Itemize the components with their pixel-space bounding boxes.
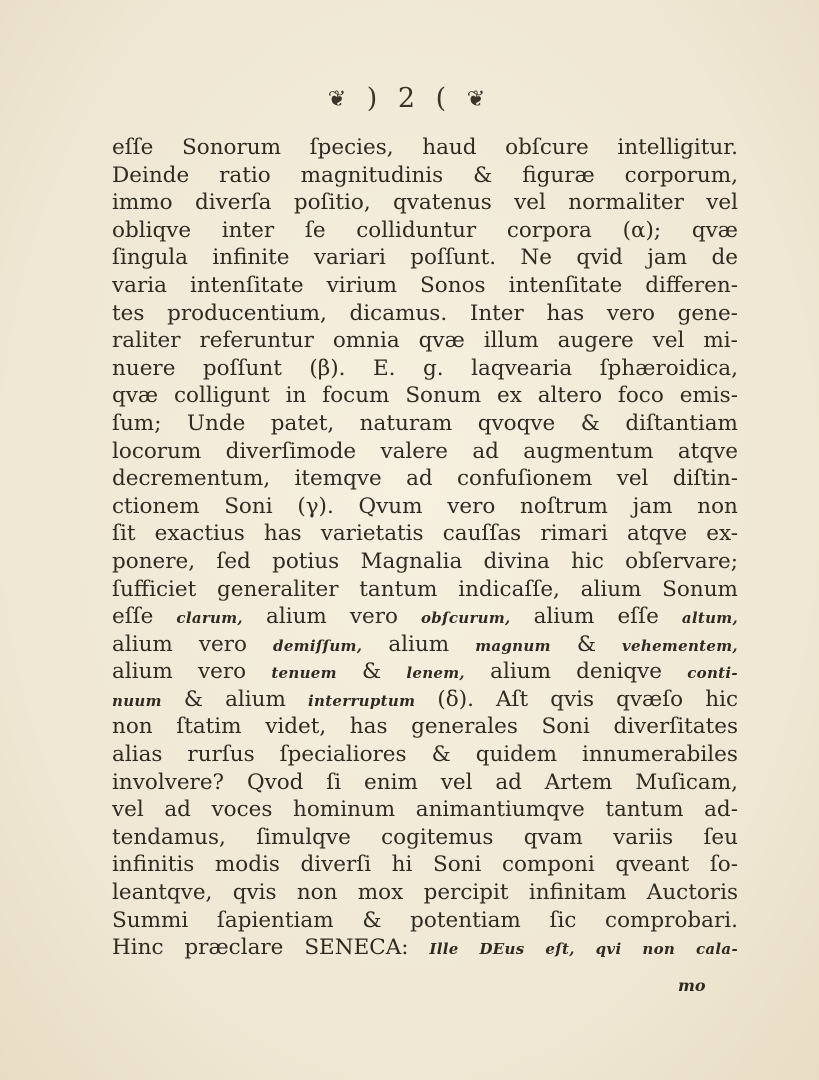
word: producentium, bbox=[167, 300, 327, 326]
word: tes bbox=[112, 300, 145, 326]
word: noſtrum bbox=[520, 493, 608, 519]
text-line bbox=[112, 934, 738, 962]
word: locorum bbox=[112, 438, 202, 464]
word: poſitio, bbox=[293, 190, 371, 216]
word: has bbox=[263, 521, 302, 547]
word: obliqve bbox=[112, 217, 192, 243]
word: comprobari. bbox=[605, 907, 738, 933]
italic-word: nuum bbox=[112, 691, 162, 710]
word: inter bbox=[221, 217, 275, 243]
word: hi bbox=[391, 852, 413, 878]
italic-word: qvi bbox=[595, 940, 622, 959]
word: gene- bbox=[677, 300, 738, 326]
text-line bbox=[112, 493, 738, 521]
word: ſufficiet bbox=[112, 576, 197, 602]
word: & bbox=[576, 631, 596, 657]
word: & bbox=[183, 686, 204, 712]
word: confuſionem bbox=[457, 466, 593, 492]
text-line bbox=[112, 631, 738, 659]
text-line bbox=[112, 189, 738, 217]
word: ſed bbox=[216, 548, 251, 574]
word: immo bbox=[112, 190, 173, 216]
word: qvæ bbox=[112, 383, 159, 409]
word: augmentum bbox=[523, 438, 654, 464]
page-header bbox=[0, 83, 819, 114]
word: & bbox=[362, 907, 382, 933]
word: Soni bbox=[224, 493, 273, 519]
word: alium bbox=[490, 659, 551, 685]
word: potentiam bbox=[410, 907, 521, 933]
word: ſit bbox=[112, 521, 136, 547]
word: poſſunt. bbox=[410, 245, 497, 271]
text-line bbox=[112, 438, 738, 466]
word: (α); bbox=[622, 217, 662, 243]
italic-word: demiſſum, bbox=[273, 636, 363, 655]
word: alium bbox=[388, 631, 450, 657]
word: infinitis bbox=[112, 852, 195, 878]
word: obſervare; bbox=[625, 548, 738, 574]
word: de bbox=[711, 245, 738, 271]
word: leantqve, bbox=[112, 880, 213, 906]
word: generales bbox=[411, 714, 518, 740]
word: hic bbox=[571, 548, 604, 574]
word: varietatis bbox=[320, 521, 424, 547]
italic-word: vehementem, bbox=[622, 636, 738, 655]
text-line bbox=[112, 327, 738, 355]
word: intelligitur. bbox=[617, 135, 738, 160]
word: infinite bbox=[212, 245, 290, 271]
word: has bbox=[349, 714, 388, 740]
text-line bbox=[112, 879, 738, 907]
text-line bbox=[112, 300, 738, 328]
word: hominum bbox=[293, 797, 396, 823]
word: intenſitate bbox=[189, 272, 304, 298]
word: deniqve bbox=[576, 659, 663, 685]
word: non bbox=[296, 880, 338, 906]
word: tantum bbox=[359, 576, 438, 602]
text-line bbox=[112, 603, 738, 631]
word: laqvearia bbox=[471, 355, 573, 381]
word: generaliter bbox=[216, 576, 339, 602]
text-line bbox=[112, 382, 738, 410]
word: decrementum, bbox=[112, 466, 271, 492]
word: magnitudinis bbox=[300, 162, 444, 188]
word: atqve bbox=[627, 521, 688, 547]
italic-word: obſcurum, bbox=[420, 609, 511, 628]
text-line bbox=[112, 713, 738, 741]
word: ſpecies, bbox=[309, 135, 394, 160]
word: non bbox=[112, 714, 153, 740]
word: referuntur bbox=[199, 328, 314, 354]
word: qvæſo bbox=[616, 686, 684, 712]
text-line bbox=[112, 548, 738, 576]
word: ad- bbox=[704, 797, 738, 823]
word: qvæ bbox=[691, 217, 738, 243]
catchword: mo bbox=[678, 976, 706, 995]
word: voces bbox=[211, 797, 273, 823]
word: qvid bbox=[576, 245, 623, 271]
italic-word: lenem, bbox=[406, 664, 465, 683]
word: ctionem bbox=[112, 493, 200, 519]
word: Hinc bbox=[112, 935, 164, 961]
word: virium bbox=[326, 272, 398, 298]
word: vel bbox=[706, 190, 738, 216]
word: focum bbox=[322, 383, 390, 409]
italic-word: non bbox=[642, 940, 676, 959]
word: qvis bbox=[550, 686, 595, 712]
word: has bbox=[546, 300, 585, 326]
word: vero bbox=[198, 631, 247, 657]
word: vero bbox=[198, 659, 247, 685]
word: ſimulqve bbox=[256, 824, 351, 850]
page-number: ) 2 ( bbox=[366, 83, 453, 114]
word: enim bbox=[364, 769, 418, 795]
word: infinitam bbox=[528, 880, 627, 906]
word: Artem bbox=[544, 769, 613, 795]
word: jam bbox=[632, 493, 673, 519]
word: augere bbox=[557, 328, 634, 354]
word: vel bbox=[440, 769, 473, 795]
word: ſe bbox=[304, 217, 326, 243]
word: ad bbox=[164, 797, 191, 823]
word: vero bbox=[606, 300, 655, 326]
word: non bbox=[697, 493, 738, 519]
text-line bbox=[112, 851, 738, 879]
word: corporum, bbox=[624, 162, 738, 188]
word: foco bbox=[617, 383, 664, 409]
word: alium bbox=[112, 659, 173, 685]
word: cauſſas bbox=[442, 521, 522, 547]
word: vero bbox=[447, 493, 496, 519]
word: obſcure bbox=[505, 135, 589, 160]
text-line bbox=[112, 658, 738, 686]
word: indicaſſe, bbox=[458, 576, 560, 602]
word: vero bbox=[349, 604, 398, 630]
text-line bbox=[112, 134, 738, 162]
word: ſpecialiores bbox=[279, 742, 407, 768]
word: ponere, bbox=[112, 548, 196, 574]
word: divina bbox=[483, 548, 550, 574]
italic-word: clarum, bbox=[176, 609, 243, 628]
word: Unde bbox=[186, 410, 246, 436]
word: qveant bbox=[615, 852, 690, 878]
word: Muſicam, bbox=[635, 769, 738, 795]
word: itemqve bbox=[294, 466, 382, 492]
word: Sonorum bbox=[182, 135, 281, 160]
word: componi bbox=[501, 852, 595, 878]
text-line bbox=[112, 769, 738, 797]
text-line bbox=[112, 465, 738, 493]
word: & bbox=[431, 742, 451, 768]
word: & bbox=[580, 410, 600, 436]
word: ad bbox=[495, 769, 522, 795]
word: valere bbox=[380, 438, 449, 464]
text-line bbox=[112, 741, 738, 769]
word: Aſt bbox=[496, 686, 529, 712]
word: normaliter bbox=[568, 190, 684, 216]
word: in bbox=[285, 383, 307, 409]
word: alias bbox=[112, 742, 163, 768]
word: (γ). bbox=[297, 493, 334, 519]
word: innumerabiles bbox=[582, 742, 738, 768]
word: SENECA: bbox=[304, 935, 409, 961]
word: figuræ bbox=[522, 162, 595, 188]
word: corpora bbox=[506, 217, 592, 243]
word: Qvod bbox=[246, 769, 304, 795]
word: quidem bbox=[475, 742, 558, 768]
word: qvatenus bbox=[393, 190, 492, 216]
word: ſi bbox=[326, 769, 342, 795]
text-line bbox=[112, 520, 738, 548]
text-line bbox=[112, 272, 738, 300]
text-line bbox=[112, 410, 738, 438]
word: colligunt bbox=[174, 383, 270, 409]
word: alium bbox=[266, 604, 327, 630]
word: qvam bbox=[523, 824, 583, 850]
word: diverſitates bbox=[613, 714, 738, 740]
word: variis bbox=[613, 824, 674, 850]
word: tendamus, bbox=[112, 824, 226, 850]
word: nuere bbox=[112, 355, 176, 381]
word: ſo- bbox=[709, 852, 738, 878]
word: naturam bbox=[359, 410, 453, 436]
word: alium bbox=[580, 576, 642, 602]
word: & bbox=[473, 162, 493, 188]
word: varia bbox=[112, 272, 167, 298]
word: g. bbox=[422, 355, 444, 381]
word: ſapientiam bbox=[216, 907, 334, 933]
word: poſſunt bbox=[202, 355, 282, 381]
word: diſtantiam bbox=[625, 410, 738, 436]
word: dicamus. bbox=[349, 300, 448, 326]
word: ratio bbox=[219, 162, 271, 188]
word: Deinde bbox=[112, 162, 190, 188]
italic-word: eſt, bbox=[545, 940, 575, 959]
italic-word: conti- bbox=[687, 664, 738, 683]
word: Sonum bbox=[662, 576, 738, 602]
word: intenſitate bbox=[508, 272, 623, 298]
word: (δ). bbox=[437, 686, 474, 712]
word: vel bbox=[616, 466, 649, 492]
italic-word: Ille bbox=[429, 940, 459, 959]
text-line bbox=[112, 796, 738, 824]
word: eſſe bbox=[112, 604, 154, 630]
word: vel bbox=[514, 190, 546, 216]
word: & bbox=[362, 659, 382, 685]
word: mi- bbox=[703, 328, 738, 354]
word: ſeu bbox=[703, 824, 738, 850]
word: diverſa bbox=[194, 190, 272, 216]
word: Ne bbox=[520, 245, 552, 271]
word: vel bbox=[652, 328, 685, 354]
text-line bbox=[112, 686, 738, 714]
word: alium bbox=[225, 686, 286, 712]
word: haud bbox=[422, 135, 477, 160]
word: Sonum bbox=[405, 383, 482, 409]
word: hic bbox=[705, 686, 738, 712]
italic-word: DEus bbox=[479, 940, 525, 959]
word: qvæ bbox=[418, 328, 465, 354]
word: modis bbox=[214, 852, 280, 878]
word: percipit bbox=[423, 880, 509, 906]
word: Inter bbox=[469, 300, 524, 326]
word: videt, bbox=[265, 714, 327, 740]
word: vel bbox=[112, 797, 144, 823]
word: differen- bbox=[645, 272, 738, 298]
italic-word: magnum bbox=[475, 636, 551, 655]
text-line bbox=[112, 907, 738, 935]
text-line bbox=[112, 244, 738, 272]
right-ornament-icon: ❦ bbox=[466, 87, 492, 112]
word: qvoqve bbox=[477, 410, 556, 436]
word: Sonos bbox=[420, 272, 486, 298]
word: rurſus bbox=[187, 742, 255, 768]
word: ex- bbox=[706, 521, 738, 547]
word: diſtin- bbox=[672, 466, 738, 492]
word: ſtatim bbox=[176, 714, 242, 740]
word: jam bbox=[647, 245, 688, 271]
text-body bbox=[112, 134, 738, 962]
word: Soni bbox=[432, 852, 482, 878]
word: potius bbox=[272, 548, 340, 574]
word: Soni bbox=[541, 714, 590, 740]
word: Auctoris bbox=[646, 880, 738, 906]
text-line bbox=[112, 824, 738, 852]
italic-word: altum, bbox=[681, 609, 738, 628]
word: rimari bbox=[540, 521, 608, 547]
word: ad bbox=[406, 466, 433, 492]
word: variari bbox=[313, 245, 386, 271]
word: altero bbox=[537, 383, 603, 409]
text-line bbox=[112, 355, 738, 383]
word: emis- bbox=[679, 383, 738, 409]
word: colliduntur bbox=[356, 217, 477, 243]
word: ad bbox=[472, 438, 499, 464]
word: diverſimode bbox=[225, 438, 357, 464]
word: tantum bbox=[605, 797, 684, 823]
word: mox bbox=[357, 880, 404, 906]
word: eſſe bbox=[617, 604, 659, 630]
word: (β). bbox=[309, 355, 346, 381]
word: Qvum bbox=[358, 493, 423, 519]
word: raliter bbox=[112, 328, 181, 354]
word: Summi bbox=[112, 907, 189, 933]
word: ex bbox=[496, 383, 522, 409]
word: alium bbox=[112, 631, 173, 657]
word: involvere? bbox=[112, 769, 225, 795]
word: eſſe bbox=[112, 135, 154, 160]
word: præclare bbox=[184, 935, 284, 961]
left-ornament-icon: ❦ bbox=[327, 87, 353, 112]
word: cogitemus bbox=[381, 824, 494, 850]
italic-word: cala- bbox=[695, 940, 738, 959]
word: E. bbox=[372, 355, 396, 381]
word: ſingula bbox=[112, 245, 188, 271]
word: animantiumqve bbox=[415, 797, 585, 823]
word: ſphæroidica, bbox=[599, 355, 738, 381]
text-line bbox=[112, 576, 738, 604]
word: alium bbox=[533, 604, 595, 630]
word: illum bbox=[483, 328, 539, 354]
italic-word: interruptum bbox=[307, 691, 416, 710]
word: diverſi bbox=[300, 852, 372, 878]
word: atqve bbox=[677, 438, 738, 464]
text-line bbox=[112, 217, 738, 245]
italic-word: tenuem bbox=[271, 664, 337, 683]
word: patet, bbox=[270, 410, 335, 436]
word: Magnalia bbox=[360, 548, 463, 574]
text-line bbox=[112, 162, 738, 190]
word: ſum; bbox=[112, 410, 162, 436]
word: qvis bbox=[232, 880, 277, 906]
word: omnia bbox=[332, 328, 400, 354]
word: exactius bbox=[154, 521, 245, 547]
word: ſic bbox=[549, 907, 577, 933]
